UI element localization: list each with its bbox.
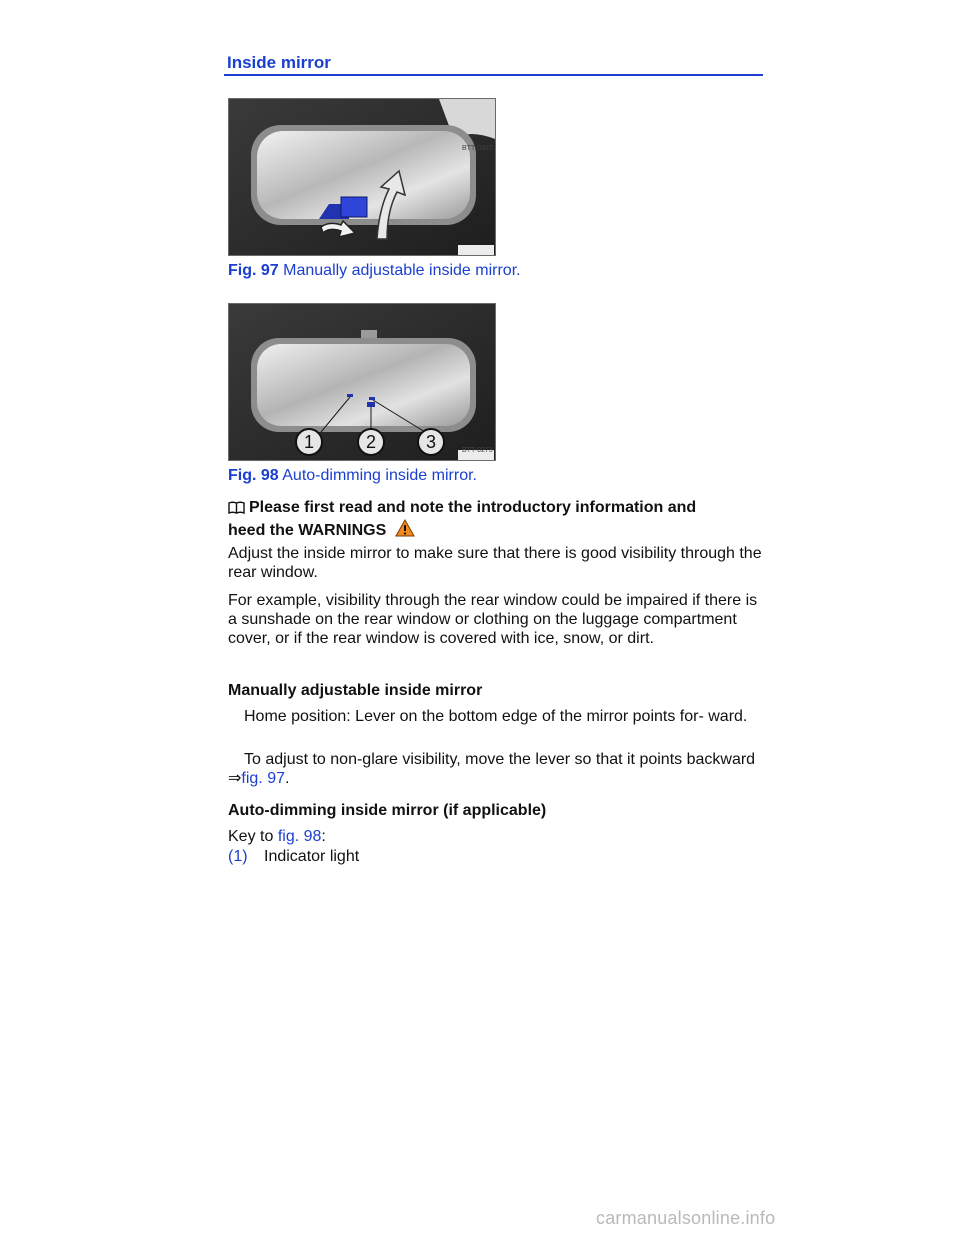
manual-item-non-glare	[228, 750, 768, 788]
figure-98-caption-text: Auto-dimming inside mirror.	[282, 467, 477, 484]
intro-note	[228, 498, 768, 542]
intro-line-1: Please first read and note the introductory information and	[249, 499, 697, 516]
heading-manual-mirror: Manually adjustable inside mirror	[228, 682, 483, 699]
figure-97-caption	[228, 262, 521, 280]
punctuation: :	[321, 828, 326, 845]
figure-98-caption	[228, 467, 477, 485]
warning-triangle-icon	[395, 519, 415, 542]
page-title: Inside mirror	[227, 53, 331, 72]
key-to-text: Key to	[228, 828, 278, 845]
manual-item-home-position: Home position: Lever on the bottom edge of the mirror points for- ward.	[244, 708, 748, 725]
header-divider	[224, 74, 763, 76]
arrow-icon: ⇒	[228, 770, 242, 787]
key-label: Indicator light	[264, 848, 360, 865]
key-number: (1)	[228, 848, 248, 865]
intro-line-2: heed the WARNINGS	[228, 522, 387, 539]
figure-98-code: BTT-0273	[462, 447, 493, 454]
callout-3: 3	[417, 428, 445, 456]
callout-1: 1	[295, 428, 323, 456]
link-fig-98[interactable]: fig. 98	[277, 828, 322, 845]
paragraph-example: For example, visibility through the rear window could be impaired if there is a sunshade on the rear window or clothing on the luggage compartment cover, or if the rear window is covered with ice, snow, or dirt.	[228, 592, 758, 647]
callout-2: 2	[357, 428, 385, 456]
figure-97-code: BTT-0327	[462, 145, 493, 152]
watermark: carmanualsonline.info	[596, 1208, 776, 1228]
list-item	[228, 848, 359, 866]
figure-97-image	[228, 98, 496, 256]
manual-item-non-glare-text: To adjust to non-glare visibility, move the lever so that it points backward	[244, 751, 756, 768]
figure-97-number: Fig. 97	[228, 262, 279, 279]
heading-auto-dimming: Auto-dimming inside mirror (if applicable)	[228, 802, 547, 819]
link-fig-97[interactable]: fig. 97	[241, 770, 285, 787]
figure-97-caption-text: Manually adjustable inside mirror.	[283, 262, 521, 279]
book-icon	[228, 500, 245, 519]
figure-98-number: Fig. 98	[228, 467, 279, 484]
key-to-figure	[228, 827, 768, 846]
punctuation: .	[285, 770, 290, 787]
paragraph-visibility: Adjust the inside mirror to make sure that there is good visibility through the rear window.	[228, 545, 762, 581]
